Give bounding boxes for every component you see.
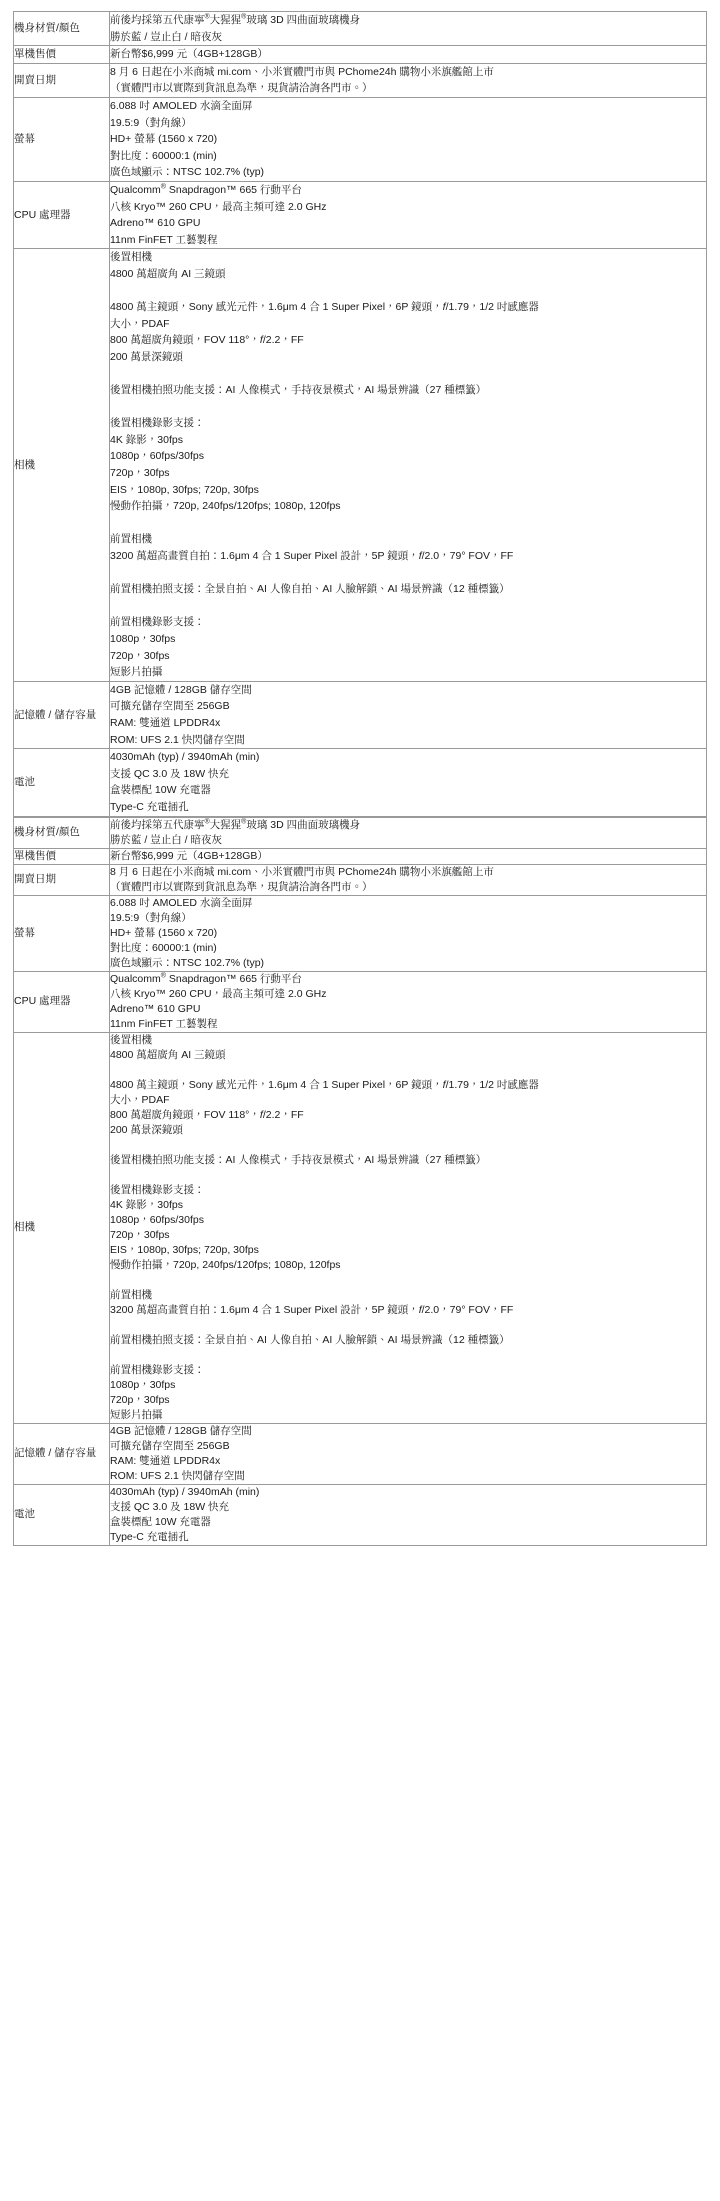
spec-row-value xyxy=(110,895,707,971)
spec-line: 後置相機拍照功能支援：AI 人像模式，手持夜景模式，AI 場景辨識（27 種標籤） xyxy=(110,1153,487,1166)
spec-line: 6.088 吋 AMOLED 水滴全面屏 xyxy=(110,896,253,909)
spec-row-value xyxy=(110,12,707,46)
spec-row xyxy=(14,681,707,748)
spec-line: 200 萬景深鏡頭 xyxy=(110,1123,183,1136)
spec-line: 1080p，60fps/30fps xyxy=(110,1213,204,1226)
spec-line: 8 月 6 日起在小米商城 mi.com、小米實體門市與 PChome24h 購物小米旗艦館上市 xyxy=(110,65,494,78)
spacer-line xyxy=(110,515,706,532)
spec-line: 廣色域顯示：NTSC 102.7% (typ) xyxy=(110,956,265,969)
spec-row-value xyxy=(110,249,707,681)
spec-row-label: 電池 xyxy=(14,749,110,816)
spec-line: 對比度：60000:1 (min) xyxy=(110,149,217,162)
spec-line: 短影片拍攝 xyxy=(110,666,163,679)
spec-row xyxy=(14,1484,707,1545)
spacer-line xyxy=(110,565,706,582)
spec-line: 800 萬超廣角鏡頭，FOV 118°，f/2.2，FF xyxy=(110,1108,304,1121)
spacer-line xyxy=(110,399,706,416)
spec-line: Adreno™ 610 GPU xyxy=(110,1002,201,1015)
spec-line: 支援 QC 3.0 及 18W 快充 xyxy=(110,1500,230,1513)
spec-line: 4800 萬超廣角 AI 三鏡頭 xyxy=(110,1048,226,1061)
spec-row xyxy=(14,749,707,816)
spec-row-label: 螢幕 xyxy=(14,97,110,181)
spec-row-value xyxy=(110,848,707,864)
spec-line: 720p，30fps xyxy=(110,1393,170,1406)
spec-line: 勝於藍 / 豈止白 / 暗夜灰 xyxy=(110,30,223,43)
spec-line: 勝於藍 / 豈止白 / 暗夜灰 xyxy=(110,833,223,846)
spec-row xyxy=(14,97,707,181)
spec-row xyxy=(14,46,707,64)
spec-line: 可擴充儲存空間至 256GB xyxy=(110,700,230,713)
spec-line: 盒裝標配 10W 充電器 xyxy=(110,1515,211,1528)
spec-row xyxy=(14,817,707,848)
spec-line: 前置相機 xyxy=(110,1288,152,1301)
spec-row xyxy=(14,181,707,248)
spec-line: 4K 錄影，30fps xyxy=(110,1198,183,1211)
spec-row-label: 記憶體 / 儲存容量 xyxy=(14,681,110,748)
spec-line: 盒裝標配 10W 充電器 xyxy=(110,784,211,797)
spec-line: （實體門市以實際到貨訊息為準，現貨請洽詢各門市。） xyxy=(110,880,373,893)
spec-row xyxy=(14,971,707,1032)
spec-line: 19.5:9（對角線） xyxy=(110,911,192,924)
spec-row-label: 機身材質/顏色 xyxy=(14,817,110,848)
spec-row-value xyxy=(110,749,707,816)
spec-row-label: 機身材質/顏色 xyxy=(14,12,110,46)
spacer-line xyxy=(110,1168,706,1183)
spec-line: Qualcomm® Snapdragon™ 665 行動平台 xyxy=(110,972,302,985)
spec-line: 3200 萬超高畫質自拍：1.6μm 4 合 1 Super Pixel 設計，5P 鏡頭，f/2.0，79° FOV，FF xyxy=(110,550,514,562)
spec-line: 11nm FinFET 工藝製程 xyxy=(110,1017,218,1030)
spec-line: 前置相機拍照支援：全景自拍、AI 人像自拍、AI 人臉解鎖、AI 場景辨識（12 種標籤） xyxy=(110,1333,510,1346)
spec-row-value xyxy=(110,1423,707,1484)
spec-line: 八核 Kryo™ 260 CPU，最高主頻可達 2.0 GHz xyxy=(110,987,327,1000)
spec-tables-container xyxy=(13,11,706,1546)
spec-line: 前置相機 xyxy=(110,533,152,546)
spec-line: 短影片拍攝 xyxy=(110,1408,163,1421)
spec-row-label: CPU 處理器 xyxy=(14,971,110,1032)
spacer-line xyxy=(110,1138,706,1153)
spec-line: HD+ 螢幕 (1560 x 720) xyxy=(110,133,218,146)
spec-row-label: 電池 xyxy=(14,1484,110,1545)
spec-row xyxy=(14,12,707,46)
spec-line: 1080p，30fps xyxy=(110,632,176,645)
spec-row-label: 開賣日期 xyxy=(14,63,110,97)
spec-line: 4GB 記憶體 / 128GB 儲存空間 xyxy=(110,1424,252,1437)
spacer-line xyxy=(110,283,706,300)
spec-line: 後置相機錄影支援： xyxy=(110,417,205,430)
spec-line: 8 月 6 日起在小米商城 mi.com、小米實體門市與 PChome24h 購物小米旗艦館上市 xyxy=(110,865,494,878)
spacer-line xyxy=(110,1063,706,1078)
spec-row xyxy=(14,848,707,864)
spec-line: 慢動作拍攝，720p, 240fps/120fps; 1080p, 120fps xyxy=(110,1258,341,1271)
spec-line: 大小，PDAF xyxy=(110,1093,170,1106)
spec-line: 4030mAh (typ) / 3940mAh (min) xyxy=(110,1485,260,1498)
spec-line: 6.088 吋 AMOLED 水滴全面屏 xyxy=(110,99,253,112)
spec-row-value xyxy=(110,63,707,97)
spec-line: 前後均採第五代康寧®大猩猩®玻璃 3D 四曲面玻璃機身 xyxy=(110,13,361,26)
spec-row-value xyxy=(110,46,707,64)
spec-line: RAM: 雙通道 LPDDR4x xyxy=(110,1454,221,1467)
spec-line: ROM: UFS 2.1 快閃儲存空間 xyxy=(110,1469,245,1482)
spec-line: 4K 錄影，30fps xyxy=(110,433,183,446)
spec-line: 200 萬景深鏡頭 xyxy=(110,350,183,363)
spacer-line xyxy=(110,1348,706,1363)
spec-line: EIS，1080p, 30fps; 720p, 30fps xyxy=(110,1243,259,1256)
spec-line: Qualcomm® Snapdragon™ 665 行動平台 xyxy=(110,183,302,196)
spec-row-label: 記憶體 / 儲存容量 xyxy=(14,1423,110,1484)
spec-row-value xyxy=(110,971,707,1032)
spec-line: （實體門市以實際到貨訊息為準，現貨請洽詢各門市。） xyxy=(110,82,373,95)
spec-line: Type-C 充電插孔 xyxy=(110,1530,189,1543)
spec-line: 4GB 記憶體 / 128GB 儲存空間 xyxy=(110,683,252,696)
spec-row-label: 單機售價 xyxy=(14,46,110,64)
spec-line: 後置相機拍照功能支援：AI 人像模式，手持夜景模式，AI 場景辨識（27 種標籤） xyxy=(110,384,487,397)
spec-line: 4800 萬主鏡頭，Sony 感光元件，1.6μm 4 合 1 Super Pixel，6P 鏡頭，f/1.79，1/2 吋感應器 xyxy=(110,301,539,314)
spec-row-value xyxy=(110,817,707,848)
spec-row xyxy=(14,1423,707,1484)
spacer-line xyxy=(110,1273,706,1288)
spec-row xyxy=(14,1032,707,1423)
spec-line: 19.5:9（對角線） xyxy=(110,116,192,129)
spacer-line xyxy=(110,365,706,382)
spec-line: 後置相機 xyxy=(110,1033,152,1046)
spec-line: 前置相機錄影支援： xyxy=(110,1363,205,1376)
spec-row-value xyxy=(110,681,707,748)
spec-line: 新台幣$6,999 元（4GB+128GB） xyxy=(110,48,268,61)
spec-line: 新台幣$6,999 元（4GB+128GB） xyxy=(110,849,268,862)
spec-line: 4030mAh (typ) / 3940mAh (min) xyxy=(110,751,260,764)
spec-row-label: 螢幕 xyxy=(14,895,110,971)
spec-row-value xyxy=(110,1484,707,1545)
spec-line: 後置相機 xyxy=(110,251,152,264)
spec-line: 廣色域顯示：NTSC 102.7% (typ) xyxy=(110,166,265,179)
spec-table xyxy=(13,817,707,1546)
spec-line: 720p，30fps xyxy=(110,467,170,480)
spec-line: ROM: UFS 2.1 快閃儲存空間 xyxy=(110,733,245,746)
spec-line: 對比度：60000:1 (min) xyxy=(110,941,217,954)
spacer-line xyxy=(110,598,706,615)
spec-line: RAM: 雙通道 LPDDR4x xyxy=(110,716,221,729)
spec-line: Type-C 充電插孔 xyxy=(110,800,189,813)
spec-row-value xyxy=(110,1032,707,1423)
spec-line: 可擴充儲存空間至 256GB xyxy=(110,1439,230,1452)
spec-line: 後置相機錄影支援： xyxy=(110,1183,205,1196)
spec-row xyxy=(14,864,707,895)
spec-row-label: 相機 xyxy=(14,1032,110,1423)
spec-line: 720p，30fps xyxy=(110,649,170,662)
spec-line: EIS，1080p, 30fps; 720p, 30fps xyxy=(110,483,259,496)
spec-row-label: 相機 xyxy=(14,249,110,681)
spec-row xyxy=(14,249,707,681)
spec-row-label: 開賣日期 xyxy=(14,864,110,895)
spec-row-value xyxy=(110,97,707,181)
spec-line: Adreno™ 610 GPU xyxy=(110,217,201,230)
spec-line: 前置相機拍照支援：全景自拍、AI 人像自拍、AI 人臉解鎖、AI 場景辨識（12 種標籤） xyxy=(110,583,510,596)
spec-line: 支援 QC 3.0 及 18W 快充 xyxy=(110,767,230,780)
spec-row xyxy=(14,63,707,97)
spec-line: 4800 萬超廣角 AI 三鏡頭 xyxy=(110,267,226,280)
spacer-line xyxy=(110,1318,706,1333)
spec-line: 前後均採第五代康寧®大猩猩®玻璃 3D 四曲面玻璃機身 xyxy=(110,818,361,831)
spec-line: 八核 Kryo™ 260 CPU，最高主頻可達 2.0 GHz xyxy=(110,200,327,213)
spec-line: 3200 萬超高畫質自拍：1.6μm 4 合 1 Super Pixel 設計，5P 鏡頭，f/2.0，79° FOV，FF xyxy=(110,1303,514,1316)
spec-line: 1080p，60fps/30fps xyxy=(110,450,204,463)
spec-line: 4800 萬主鏡頭，Sony 感光元件，1.6μm 4 合 1 Super Pixel，6P 鏡頭，f/1.79，1/2 吋感應器 xyxy=(110,1078,539,1091)
spec-line: 11nm FinFET 工藝製程 xyxy=(110,233,218,246)
spec-row-value xyxy=(110,864,707,895)
spec-line: 大小，PDAF xyxy=(110,317,170,330)
spec-line: 前置相機錄影支援： xyxy=(110,616,205,629)
spec-line: 1080p，30fps xyxy=(110,1378,176,1391)
spec-row xyxy=(14,895,707,971)
spec-row-value xyxy=(110,181,707,248)
spec-line: 720p，30fps xyxy=(110,1228,170,1241)
spec-line: 800 萬超廣角鏡頭，FOV 118°，f/2.2，FF xyxy=(110,334,304,347)
spec-row-label: CPU 處理器 xyxy=(14,181,110,248)
spec-line: 慢動作拍攝，720p, 240fps/120fps; 1080p, 120fps xyxy=(110,500,341,513)
spec-table xyxy=(13,11,707,817)
spec-row-label: 單機售價 xyxy=(14,848,110,864)
spec-line: HD+ 螢幕 (1560 x 720) xyxy=(110,926,218,939)
